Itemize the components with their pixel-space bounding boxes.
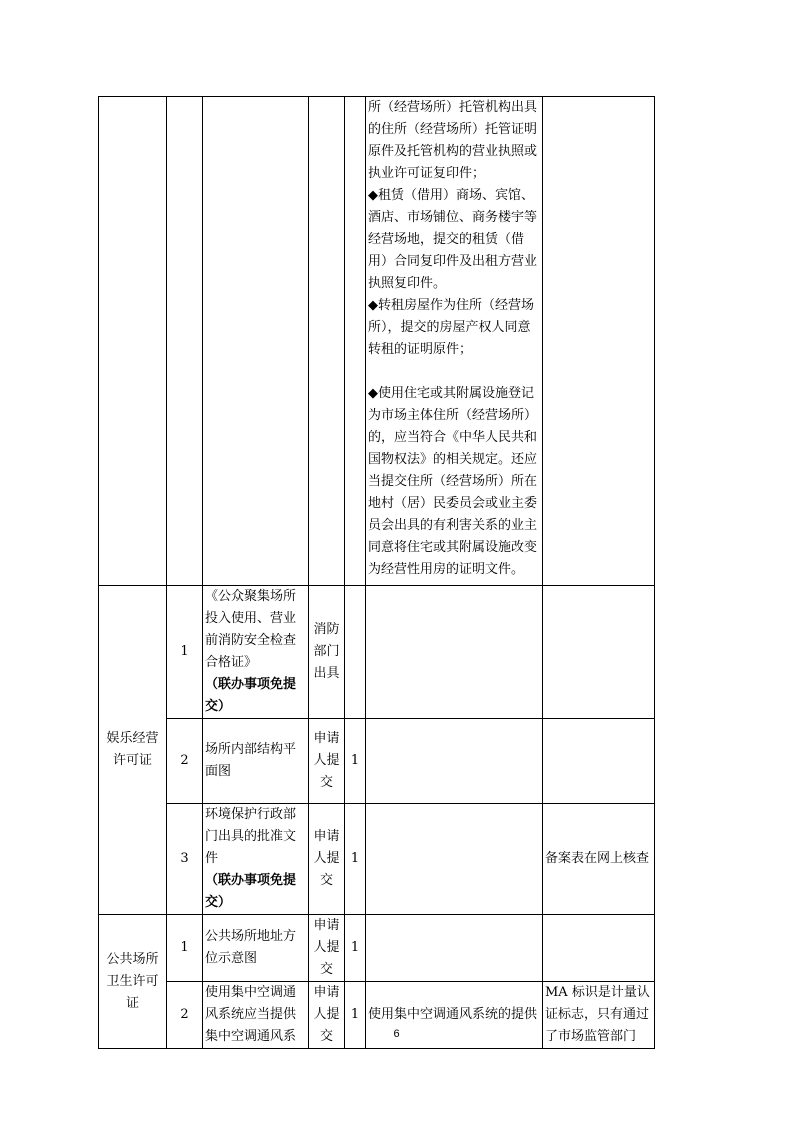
requirement-cell: 使用集中空调通风系统的提供 [366,982,543,1049]
source-cell: 消防部门出具 [309,586,345,719]
requirement-cell [366,586,543,719]
copies-cell: 1 [345,982,366,1049]
remark-cell: MA 标识是计量认证标志，只有通过了市场监管部门 [543,982,655,1049]
material-name-cell: 场所内部结构平面图 [203,719,309,804]
page-number: 6 [393,1028,400,1040]
requirement-paragraph: ◆使用住宅或其附属设施登记为市场主体住所（经营场所）的，应当符合《中华人民共和国物权法》的相关规定。还应当提交住所（经营场所）所在地村（居）民委员会或业主委员会出具的有利害关系的业主同意将住宅或其附属设施改变为经营性用房的证明文件。 [368,386,538,577]
source-cell [309,97,345,586]
item-number-cell: 2 [167,719,203,804]
license-name-cell: 公共场所卫生许可证 [99,915,167,1049]
table-row [99,97,655,586]
exemption-note: （联办事项免提交） [205,873,297,910]
material-name-cell: 使用集中空调通风系统应当提供集中空调通风系 [203,982,309,1049]
item-number-cell: 1 [167,915,203,982]
copies-cell: 1 [345,915,366,982]
item-number-cell [167,97,203,586]
table-row [99,915,655,982]
material-name-cell: 《公众聚集场所投入使用、营业前消防安全检查合格证》 （联办事项免提交） [203,586,309,719]
material-name-cell: 公共场所地址方位示意图 [203,915,309,982]
remark-cell [543,586,655,719]
source-cell: 申请人提交 [309,804,345,915]
requirement-paragraph: ◆转租房屋作为住所（经营场所），提交的房屋产权人同意转租的证明原件； [368,298,534,357]
remark-cell: 备案表在网上核查 [543,804,655,915]
table-row [99,586,655,719]
copies-cell [345,586,366,719]
requirement-cell [366,719,543,804]
license-name-cell [99,97,167,586]
table-row [99,804,655,915]
material-name-cell: 环境保护行政部门出具的批准文件 （联办事项免提交） [203,804,309,915]
remark-cell [543,97,655,586]
requirement-cell [366,804,543,915]
requirement-cell [366,97,543,586]
copies-cell: 1 [345,804,366,915]
table-row [99,719,655,804]
source-cell: 申请人提交 [309,915,345,982]
license-name-cell: 娱乐经营许可证 [99,586,167,915]
copies-cell: 1 [345,719,366,804]
requirement-paragraph: 所（经营场所）托管机构出具的住所（经营场所）托管证明原件及托管机构的营业执照或执业许可证复印件； [368,100,538,181]
item-number-cell: 2 [167,982,203,1049]
remark-cell [543,915,655,982]
copies-cell [345,97,366,586]
exemption-note: （联办事项免提交） [205,677,297,714]
requirements-table [98,96,655,1049]
requirement-cell [366,915,543,982]
item-number-cell: 3 [167,804,203,915]
item-number-cell: 1 [167,586,203,719]
requirement-paragraph: ◆租赁（借用）商场、宾馆、酒店、市场铺位、商务楼宇等经营场地，提交的租赁（借用）合同复印件及出租方营业执照复印件。 [368,188,538,291]
material-name-cell [203,97,309,586]
source-cell: 申请人提交 [309,982,345,1049]
remark-cell [543,719,655,804]
source-cell: 申请人提交 [309,719,345,804]
